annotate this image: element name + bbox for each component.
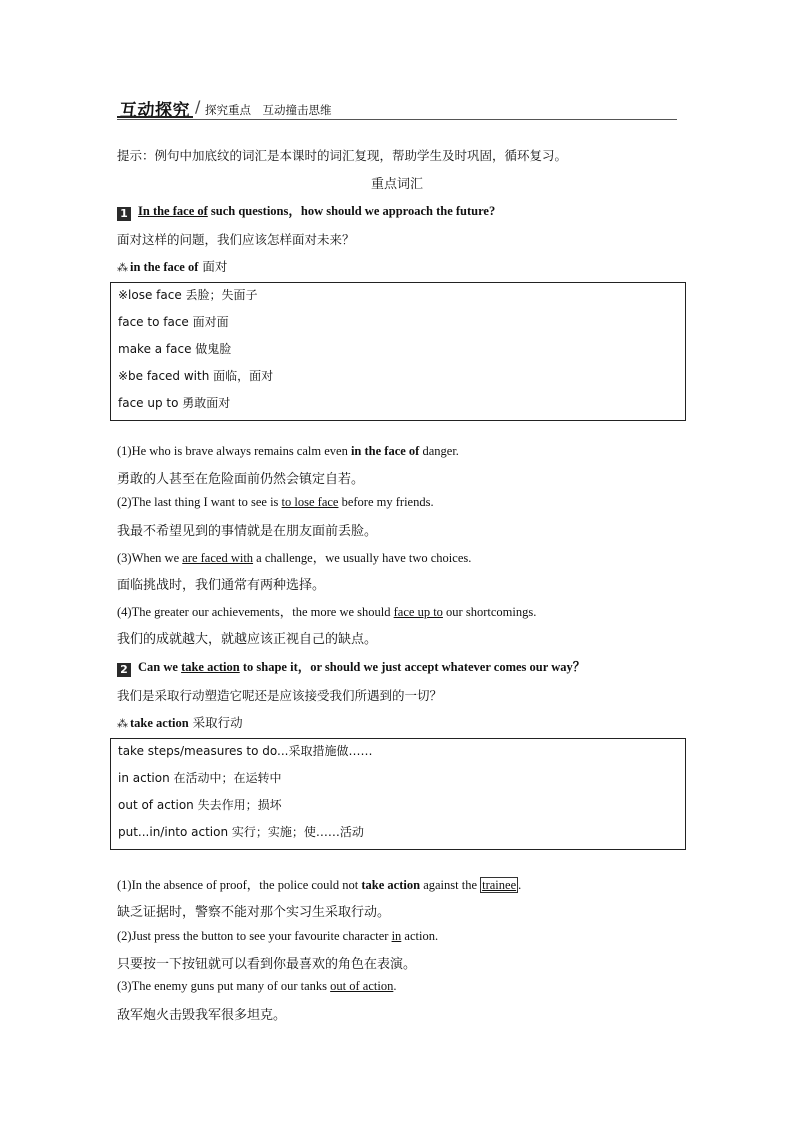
item2-question-start: Can we <box>138 660 182 674</box>
item-number-badge: 1 <box>117 207 131 221</box>
example-text: (1)He who is brave always remains calm even <box>117 444 351 458</box>
example-underline: face up to <box>393 605 443 619</box>
item1-question-rest: such questions，how should we approach the future? <box>207 204 496 218</box>
example-underline: out of action <box>330 979 394 993</box>
item1-phrase-meaning: 面对 <box>198 259 228 274</box>
example-text: (3)The enemy guns put many of our tanks <box>117 979 331 993</box>
example-text: (4)The greater our achievements，the more we should <box>117 605 394 619</box>
item-number-badge: 2 <box>117 663 131 677</box>
example-highlight: take action <box>361 878 421 892</box>
item2-phrase-box <box>110 738 686 850</box>
item1-example-3 <box>117 548 471 566</box>
example-text: our shortcomings. <box>442 605 537 619</box>
item2-example-1 <box>117 875 521 893</box>
item1-box-row: face up to 勇敢面对 <box>118 396 231 410</box>
item1-example-4-cn: 我们的成就越大，就越应该正视自己的缺点。 <box>117 632 378 647</box>
example-boxed-word: trainee <box>482 878 517 892</box>
section-header <box>117 96 677 122</box>
item2-example-2-cn: 只要按一下按钮就可以看到你最喜欢的角色在表演。 <box>117 957 417 972</box>
item1-box-row: face to face 面对面 <box>118 315 229 329</box>
item1-box-row: ※lose face 丢脸；失面子 <box>118 288 258 302</box>
item2-example-2 <box>117 929 438 944</box>
example-highlight: in the face of <box>350 444 420 458</box>
example-text: . <box>518 878 522 892</box>
example-underline: are faced with <box>182 551 254 565</box>
example-underline: in <box>391 929 402 943</box>
item1-phrase: in the face of <box>130 260 199 274</box>
section-subtitle: 探究重点 互动撞击思维 <box>205 103 332 117</box>
item1-example-1-cn: 勇敢的人甚至在危险面前仍然会镇定自若。 <box>117 472 365 487</box>
item1-phrase-line <box>117 257 227 275</box>
example-text: (2)The last thing I want to see is <box>117 495 282 509</box>
header-rule <box>117 119 677 120</box>
item1-phrase-box <box>110 282 686 421</box>
item1-example-4 <box>117 602 536 620</box>
example-text: (1)In the absence of proof，the police could not <box>117 878 362 892</box>
example-text: a challenge，we usually have two choices. <box>253 551 472 565</box>
item1-question <box>117 201 495 221</box>
example-text: (2)Just press the button to see your favourite character <box>117 929 392 943</box>
item2-key-phrase: take action <box>181 660 240 674</box>
section-heading: 重点词汇 <box>370 177 423 192</box>
example-text: danger. <box>419 444 459 458</box>
example-text: before my friends. <box>338 495 434 509</box>
item2-phrase: take action <box>130 716 189 730</box>
item2-example-1-cn: 缺乏证据时，警察不能对那个实习生采取行动。 <box>117 905 391 920</box>
item2-box-row: put...in/into action 实行；实施；使……活动 <box>118 825 364 839</box>
item1-key-phrase: In the face of <box>138 204 208 218</box>
item1-example-2 <box>117 495 434 510</box>
item1-example-3-cn: 面临挑战时，我们通常有两种选择。 <box>117 578 326 593</box>
phrase-marker-icon: ⁂ <box>117 717 128 730</box>
header-slash: / <box>195 97 201 116</box>
item2-phrase-meaning: 采取行动 <box>188 715 243 730</box>
item2-box-row: in action 在活动中；在运转中 <box>118 771 282 785</box>
example-text: against the <box>420 878 481 892</box>
item2-translation: 我们是采取行动塑造它呢还是应该接受我们所遇到的一切？ <box>117 688 443 703</box>
header-title-underline <box>117 116 193 118</box>
item1-example-1 <box>117 444 459 459</box>
tip-text: 提示：例句中加底纹的词汇是本课时的词汇复现，帮助学生及时巩固，循环复习。 <box>117 148 568 163</box>
item2-question-rest: to shape it，or should we just accept whatever comes our way？ <box>239 660 586 674</box>
item2-example-3 <box>117 979 396 994</box>
item2-question <box>117 657 585 677</box>
item1-translation: 面对这样的问题，我们应该怎样面对未来？ <box>117 232 355 247</box>
example-text: . <box>393 979 397 993</box>
example-text: action. <box>401 929 439 943</box>
example-text: (3)When we <box>117 551 183 565</box>
phrase-marker-icon: ⁂ <box>117 261 128 274</box>
example-underline: to lose face <box>281 495 339 509</box>
item2-example-3-cn: 敌军炮火击毁我军很多坦克。 <box>117 1008 287 1023</box>
item1-box-row: make a face 做鬼脸 <box>118 342 232 356</box>
section-title: 互动探究 <box>120 101 190 121</box>
item1-example-2-cn: 我最不希望见到的事情就是在朋友面前丢脸。 <box>117 524 378 539</box>
item1-box-row: ※be faced with 面临，面对 <box>118 369 274 383</box>
item2-box-row: take steps/measures to do...采取措施做…… <box>118 744 373 758</box>
item2-phrase-line <box>117 713 243 731</box>
item2-box-row: out of action 失去作用；损坏 <box>118 798 282 812</box>
